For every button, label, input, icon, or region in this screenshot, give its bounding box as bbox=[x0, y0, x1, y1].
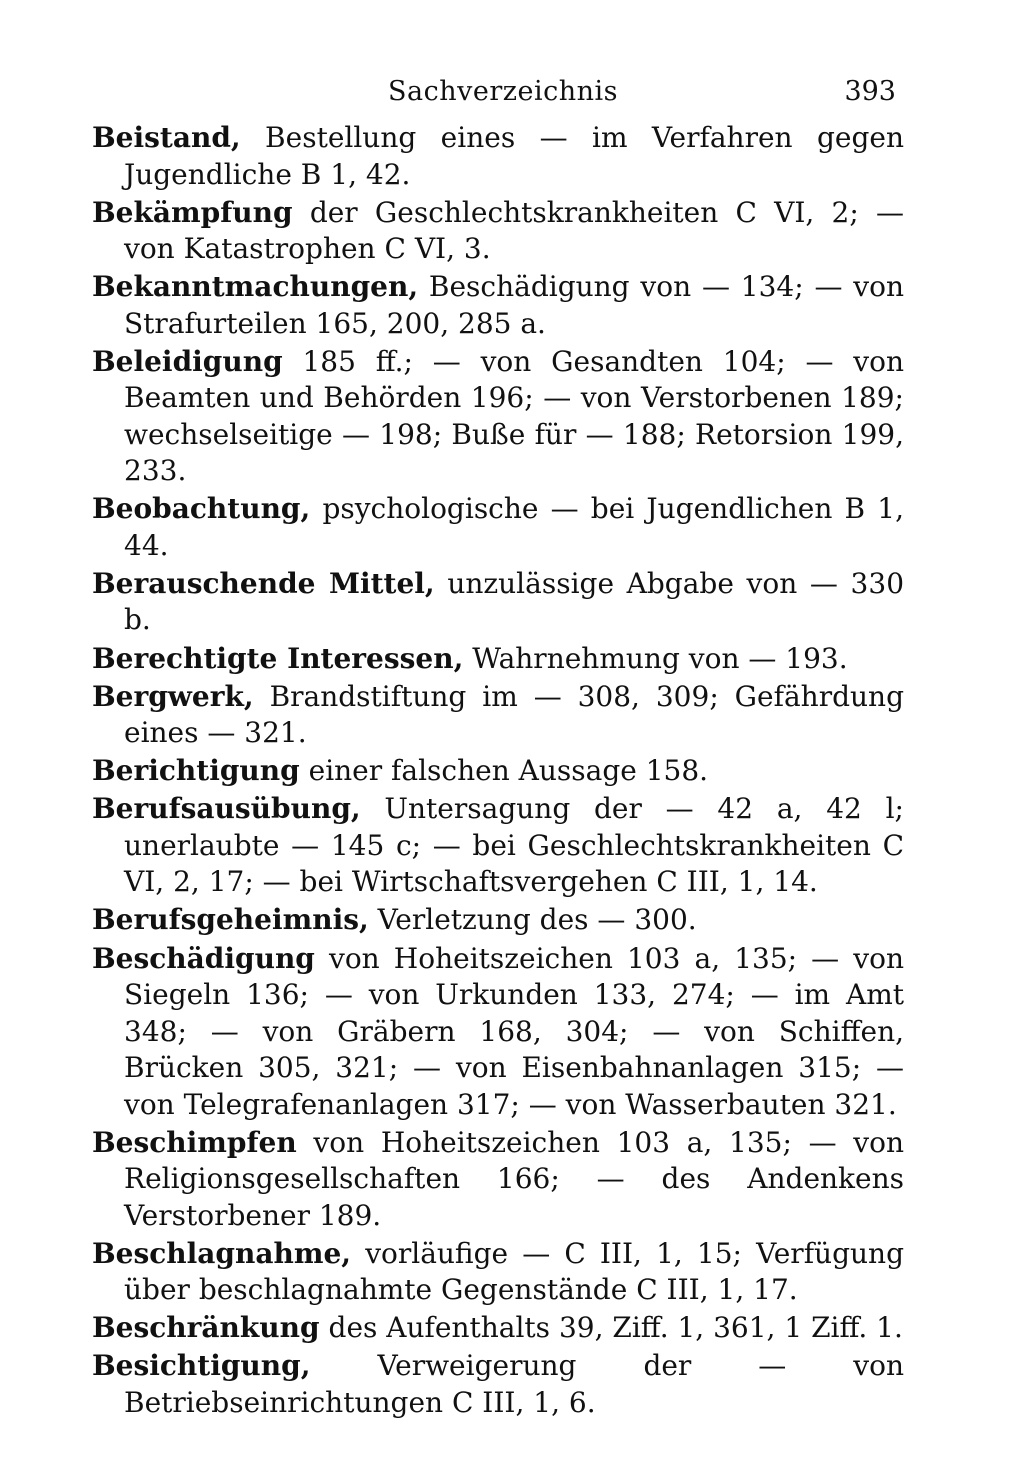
index-entry-text: Verweigerung der — von Betriebseinrichtungen C III, 1, 6. bbox=[124, 1349, 904, 1419]
index-entry bbox=[92, 941, 904, 1124]
index-entry-text: von Hoheitszeichen 103 a, 135; — von Religionsgesellschaften 166; — des Andenkens Verstorbener 189. bbox=[124, 1125, 904, 1232]
index-entry-text: Beschädigung von — 134; — von Strafurteilen 165, 200, 285 a. bbox=[124, 270, 905, 340]
index-entry bbox=[92, 1310, 904, 1347]
index-entry-text: psychologische — bei Jugendlichen B 1, 44. bbox=[124, 492, 904, 562]
index-entry-text: Wahrnehmung von — 193. bbox=[472, 641, 848, 675]
index-entry-text: Bestellung eines — im Verfahren gegen Jugendliche B 1, 42. bbox=[124, 121, 904, 191]
index-entry-text: 185 ff.; — von Gesandten 104; — von Beamten und Behörden 196; — von Verstorbenen 189; wechselseitige — 198; Buße für — 188; Retorsion 199, 233. bbox=[124, 344, 904, 488]
index-entry bbox=[92, 344, 904, 490]
index-entry bbox=[92, 491, 904, 564]
index-entry bbox=[92, 566, 904, 639]
running-head-title: Sachverzeichnis bbox=[388, 76, 618, 107]
index-entry-text: Verletzung des — 300. bbox=[377, 903, 697, 937]
index-term: Besichtigung, bbox=[92, 1349, 311, 1383]
index-term: Berufsgeheimnis, bbox=[92, 903, 369, 937]
index-page bbox=[92, 68, 904, 1423]
index-term: Berechtigte Interessen, bbox=[92, 641, 464, 675]
index-entry-text: des Aufenthalts 39, Ziff. 1, 361, 1 Ziff. 1. bbox=[328, 1311, 903, 1345]
index-term: Beschlagnahme, bbox=[92, 1236, 352, 1270]
index-term: Berichtigung bbox=[92, 754, 300, 788]
index-entry-text: unzulässige Abgabe von — 330 b. bbox=[124, 566, 905, 637]
index-entry bbox=[92, 679, 904, 752]
index-entry bbox=[92, 1236, 904, 1309]
index-entry-text: Brandstiftung im — 308, 309; Gefährdung eines — 321. bbox=[124, 679, 904, 750]
index-entry-text: der Geschlechtskrankheiten C VI, 2; — von Katastrophen C VI, 3. bbox=[124, 195, 905, 266]
index-entry bbox=[92, 1348, 904, 1421]
index-entry bbox=[92, 641, 904, 678]
index-entry-text: Untersagung der — 42 a, 42 l; unerlaubte — 145 c; — bei Geschlechtskrankheiten C VI, 2, 17; — bei Wirtschaftsvergehen C III, 1, 14. bbox=[124, 792, 904, 899]
index-term: Beleidigung bbox=[92, 344, 283, 378]
index-term: Bergwerk, bbox=[92, 679, 254, 713]
index-entry bbox=[92, 791, 904, 901]
index-entry bbox=[92, 120, 904, 193]
index-term: Berauschende Mittel, bbox=[92, 566, 435, 600]
index-term: Bekämpfung bbox=[92, 195, 293, 229]
index-entry bbox=[92, 753, 904, 790]
index-term: Beistand, bbox=[92, 121, 241, 154]
index-entry-text: vorläufige — C III, 1, 15; Verfügung über beschlagnahmte Gegenstände C III, 1, 17. bbox=[124, 1236, 905, 1307]
index-entry bbox=[92, 902, 904, 939]
index-term: Beschimpfen bbox=[92, 1125, 297, 1159]
index-entry-text: einer falschen Aussage 158. bbox=[308, 754, 709, 788]
index-term: Bekanntmachungen, bbox=[92, 270, 419, 304]
index-term: Berufsausübung, bbox=[92, 792, 361, 826]
index-term: Beschädigung bbox=[92, 941, 315, 975]
index-entry bbox=[92, 1125, 904, 1235]
running-head bbox=[92, 68, 904, 120]
index-entry-text: von Hoheitszeichen 103 a, 135; — von Siegeln 136; — von Urkunden 133, 274; — im Amt 348; — von Gräbern 168, 304; — von Schiffen, Brücken 305, 321; — von Eisenbahnanlagen 315; — von Telegrafenanlagen 317; — von Wasserbauten 321. bbox=[124, 941, 904, 1121]
index-term: Beschränkung bbox=[92, 1311, 320, 1345]
index-term: Beobachtung, bbox=[92, 492, 311, 526]
page-number: 393 bbox=[844, 76, 896, 107]
index-entries bbox=[92, 120, 904, 1421]
index-entry bbox=[92, 195, 904, 268]
index-entry bbox=[92, 269, 904, 342]
